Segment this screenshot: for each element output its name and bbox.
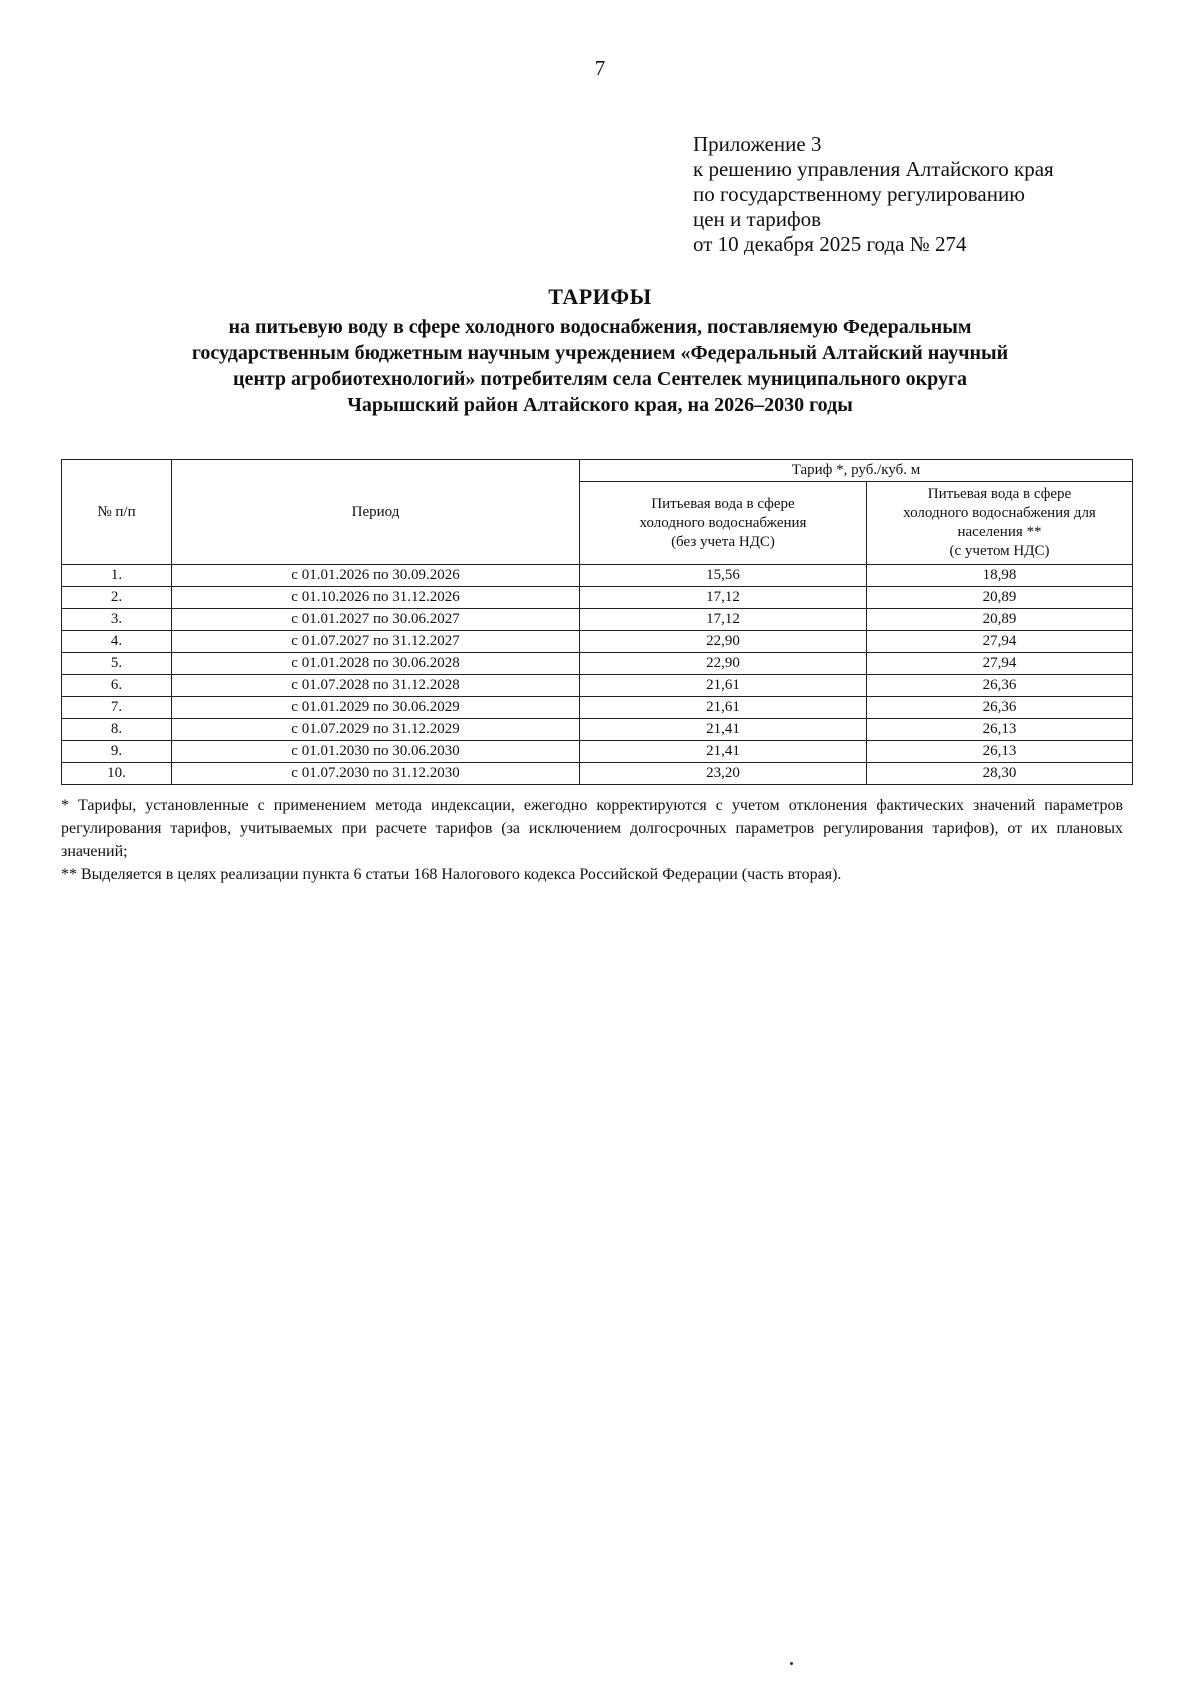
cell-tariff-with-vat: 28,30	[867, 763, 1133, 785]
header-line: Питьевая вода в сфере	[927, 486, 1072, 502]
scan-speck	[790, 1662, 793, 1665]
cell-num: 2.	[62, 587, 172, 609]
cell-tariff-with-vat: 26,13	[867, 719, 1133, 741]
header-col-b	[867, 482, 1133, 565]
appendix-line: цен и тарифов	[693, 207, 822, 231]
cell-period: с 01.07.2027 по 31.12.2027	[172, 631, 580, 653]
cell-tariff-without-vat: 22,90	[580, 653, 867, 675]
cell-tariff-without-vat: 21,41	[580, 741, 867, 763]
header-line: Питьевая вода в сфере	[651, 495, 795, 512]
appendix-block	[693, 132, 1054, 257]
cell-tariff-with-vat: 18,98	[867, 565, 1133, 587]
appendix-line: от 10 декабря 2025 года № 274	[693, 232, 967, 256]
cell-tariff-with-vat: 26,13	[867, 741, 1133, 763]
page-number: 7	[594, 56, 606, 80]
cell-num: 10.	[62, 763, 172, 785]
cell-num: 6.	[62, 675, 172, 697]
cell-num: 5.	[62, 653, 172, 675]
cell-num: 3.	[62, 609, 172, 631]
cell-tariff-without-vat: 17,12	[580, 587, 867, 609]
subtitle-line: центр агробиотехнологий» потребителям села Сентелек муниципального округа	[232, 368, 968, 390]
table-row	[62, 587, 1133, 609]
header-num: № п/п	[62, 460, 172, 565]
table-row	[62, 763, 1133, 785]
appendix-line: Приложение 3	[693, 132, 822, 156]
cell-period: с 01.07.2029 по 31.12.2029	[172, 719, 580, 741]
cell-tariff-without-vat: 22,90	[580, 631, 867, 653]
cell-tariff-without-vat: 17,12	[580, 609, 867, 631]
table-row	[62, 653, 1133, 675]
cell-tariff-with-vat: 26,36	[867, 697, 1133, 719]
table-row	[62, 719, 1133, 741]
cell-num: 8.	[62, 719, 172, 741]
cell-period: с 01.07.2030 по 31.12.2030	[172, 763, 580, 785]
cell-tariff-with-vat: 20,89	[867, 587, 1133, 609]
header-tariff-group: Тариф *, руб./куб. м	[580, 460, 1133, 482]
cell-num: 9.	[62, 741, 172, 763]
subtitle-line: государственным бюджетным научным учреждением «Федеральный Алтайский научный	[191, 342, 1009, 364]
table-row	[62, 741, 1133, 763]
tariff-table	[61, 459, 1133, 785]
cell-num: 7.	[62, 697, 172, 719]
document-subtitle	[40, 314, 1160, 418]
cell-period: с 01.01.2027 по 30.06.2027	[172, 609, 580, 631]
title-block	[40, 284, 1160, 418]
header-line: населения **	[957, 524, 1042, 540]
table-row	[62, 631, 1133, 653]
header-col-a	[580, 482, 867, 565]
cell-tariff-without-vat: 15,56	[580, 565, 867, 587]
footnote-vat: ** Выделяется в целях реализации пункта 6 статьи 168 Налогового кодекса Российской Федерации (часть вторая).	[61, 866, 842, 883]
table-row	[62, 609, 1133, 631]
appendix-line: по государственному регулированию	[693, 182, 1025, 206]
appendix-line: к решению управления Алтайского края	[693, 157, 1054, 181]
cell-period: с 01.01.2029 по 30.06.2029	[172, 697, 580, 719]
table-row	[62, 565, 1133, 587]
table-body	[62, 565, 1133, 785]
cell-num: 4.	[62, 631, 172, 653]
header-line: (без учета НДС)	[671, 533, 775, 550]
cell-tariff-with-vat: 20,89	[867, 609, 1133, 631]
document-title: ТАРИФЫ	[548, 284, 652, 309]
cell-period: с 01.07.2028 по 31.12.2028	[172, 675, 580, 697]
subtitle-line: Чарышский район Алтайского края, на 2026–2030 годы	[347, 394, 853, 416]
cell-period: с 01.01.2026 по 30.09.2026	[172, 565, 580, 587]
header-line: холодного водоснабжения для	[903, 505, 1096, 521]
cell-tariff-with-vat: 26,36	[867, 675, 1133, 697]
cell-tariff-with-vat: 27,94	[867, 653, 1133, 675]
cell-period: с 01.01.2030 по 30.06.2030	[172, 741, 580, 763]
subtitle-line: на питьевую воду в сфере холодного водоснабжения, поставляемую Федеральным	[228, 316, 972, 338]
cell-tariff-without-vat: 23,20	[580, 763, 867, 785]
cell-num: 1.	[62, 565, 172, 587]
header-period: Период	[172, 460, 580, 565]
header-line: (с учетом НДС)	[949, 543, 1050, 559]
footnote-indexation: * Тарифы, установленные с применением метода индексации, ежегодно корректируются с учетом отклонения фактических значений параметров регулирования тарифов, учитываемых при расчете тарифов (за исключением долгосрочных параметров регулирования тарифов), от их плановых значений;	[61, 797, 1123, 860]
cell-tariff-without-vat: 21,41	[580, 719, 867, 741]
cell-period: с 01.01.2028 по 30.06.2028	[172, 653, 580, 675]
cell-tariff-with-vat: 27,94	[867, 631, 1133, 653]
header-line: холодного водоснабжения	[639, 514, 807, 531]
cell-tariff-without-vat: 21,61	[580, 675, 867, 697]
table-row	[62, 675, 1133, 697]
table-row	[62, 697, 1133, 719]
table-header	[62, 460, 1133, 565]
cell-period: с 01.10.2026 по 31.12.2026	[172, 587, 580, 609]
cell-tariff-without-vat: 21,61	[580, 697, 867, 719]
footnotes	[61, 794, 1123, 886]
